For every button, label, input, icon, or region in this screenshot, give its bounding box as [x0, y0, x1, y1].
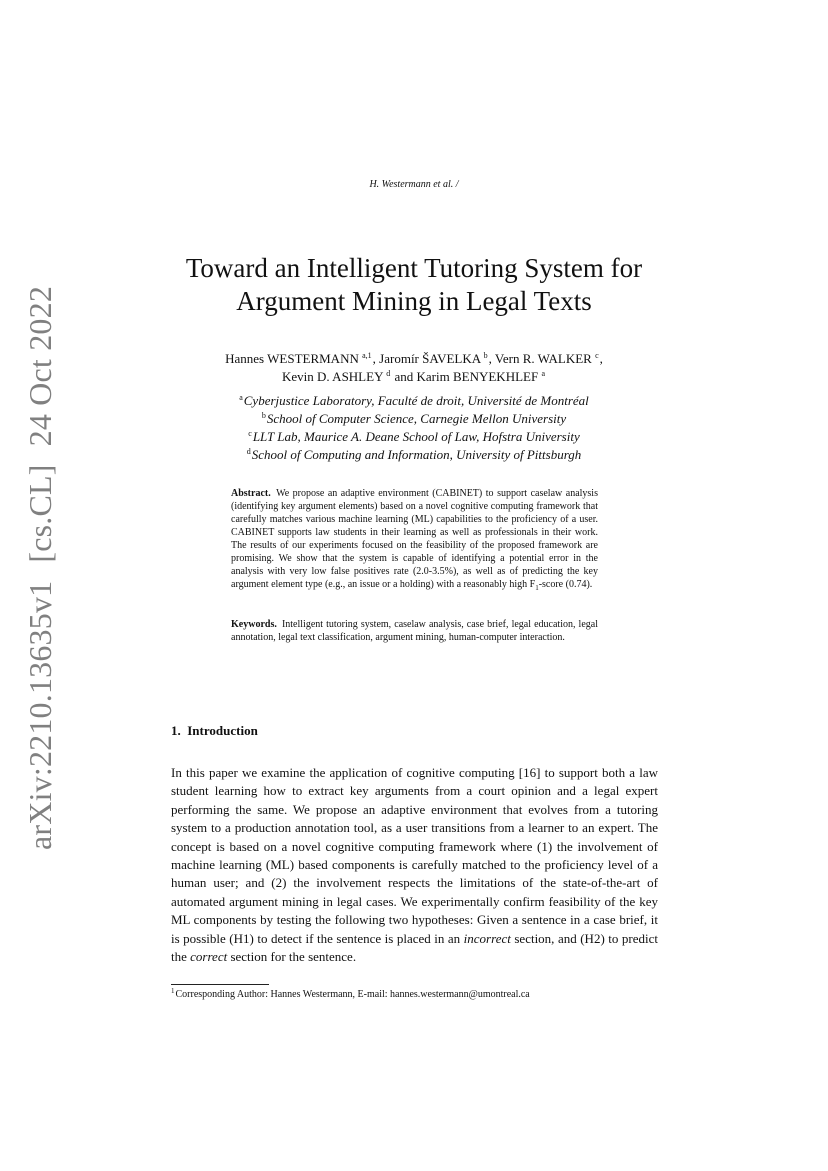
intro-text: In this paper we examine the application of cognitive computing [16] to support both a law student learning how to extract key arguments from a court opinion and a legal expert performing the same. We propose an adaptive environment that evolves from a tutoring system to a production annotation tool, as a user transitions from a learner to an expert. The concept is based on a novel cognitive computing framework where (1) the involvement of machine learning (ML) based components is carefully matched to the proficiency level of a human user; and (2) the involvement respects the limitations of the state-of-the-art of automated argument mining in legal cases. We experimentally confirm feasibility of the key ML components by testing the following two hypotheses: Given a sentence in a case brief, it is possible (H1) to detect if the sentence is placed in an: [171, 765, 658, 946]
intro-emphasis: correct: [190, 949, 228, 965]
footnote-mark: 1: [171, 987, 175, 995]
section-heading: [171, 723, 258, 739]
affiliation-text: School of Computing and Information, University of Pittsburgh: [251, 447, 582, 462]
author-name: Hannes WESTERMANN: [225, 351, 359, 366]
affiliation-text: LLT Lab, Maurice A. Deane School of Law, Hofstra University: [252, 429, 580, 444]
arxiv-category: [cs.CL]: [22, 464, 58, 563]
footnote-divider: [171, 984, 269, 985]
footnote-text: Corresponding Author: Hannes Westermann, E-mail: hannes.westermann@umontreal.ca: [175, 989, 530, 1000]
affiliation-line: [130, 428, 698, 446]
intro-text: section for the sentence.: [230, 949, 357, 965]
author-affiliation-mark: a,1: [362, 351, 372, 360]
affiliation-mark: b: [261, 411, 266, 420]
author-list: [130, 350, 698, 386]
abstract: [231, 487, 598, 595]
keywords-text: Intelligent tutoring system, caselaw analysis, case brief, legal education, legal annotation, legal text classification, argument mining, human-computer interaction.: [231, 619, 598, 643]
author-name: Kevin D. ASHLEY: [281, 369, 383, 384]
author-name: Vern R. WALKER: [494, 351, 592, 366]
section-number: 1.: [171, 723, 181, 738]
abstract-subscript: 1: [535, 584, 539, 592]
title-line: Argument Mining in Legal Texts: [236, 286, 592, 316]
section-title: Introduction: [187, 723, 258, 738]
author-line: [130, 368, 698, 386]
author-affiliation-mark: d: [386, 369, 391, 378]
intro-emphasis: incorrect: [463, 930, 511, 946]
affiliation-line: [130, 392, 698, 410]
affiliation-line: [130, 410, 698, 428]
abstract-text-end: -score (0.74).: [538, 579, 593, 590]
author-line: Hannes WESTERMANN $^{a,1}$, Jaromír ŠAVELKA $^b$, Vern R. WALKER $^c$,: [225, 351, 603, 366]
affiliation-mark: a: [239, 393, 243, 402]
affiliation-mark: c: [248, 429, 252, 438]
affiliation-mark: d: [246, 447, 251, 456]
affiliation-text: School of Computer Science, Carnegie Mellon University: [266, 411, 567, 426]
keywords-label: Keywords.: [231, 619, 277, 630]
author-name: Karim BENYEKHLEF: [416, 369, 539, 384]
paper-title: [120, 252, 708, 318]
author-affiliation-mark: a: [541, 369, 546, 378]
affiliation-line: [130, 446, 698, 464]
author-name: Jaromír ŠAVELKA: [379, 351, 481, 366]
arxiv-id: arXiv:2210.13635v1: [22, 580, 58, 850]
keywords: [231, 618, 598, 644]
affiliation-text: Cyberjustice Laboratory, Faculté de droit, Université de Montréal: [243, 393, 589, 408]
arxiv-identifier-stamp: [20, 285, 60, 850]
author-affiliation-mark: b: [483, 351, 488, 360]
author-affiliation-mark: c: [595, 351, 599, 360]
author-connector: and: [394, 369, 414, 384]
running-head: H. Westermann et al. /: [369, 179, 459, 190]
introduction-paragraph: [171, 764, 658, 966]
title-line: Toward an Intelligent Tutoring System for: [185, 253, 643, 283]
abstract-label: Abstract.: [231, 488, 271, 499]
footnote: [171, 988, 658, 1001]
abstract-text: We propose an adaptive environment (CABINET) to support caselaw analysis (identifying key argument elements) based on a novel cognitive computing framework that carefully matches various machine learning (ML) capabilities to the proficiency of a user. CABINET supports law students in their learning as well as professionals in their work. The results of our experiments focused on the feasibility of the proposed framework are promising. We show that the system is capable of identifying a potential error in the analysis with very low false positives rate (2.0-3.5%), as well as of predicting the key argument element type (e.g., an issue or a holding) with a reasonably high F: [231, 488, 598, 590]
affiliation-list: [130, 392, 698, 464]
arxiv-date: 24 Oct 2022: [22, 285, 58, 447]
intro-text: section, and (H2) to predict the: [171, 930, 659, 965]
